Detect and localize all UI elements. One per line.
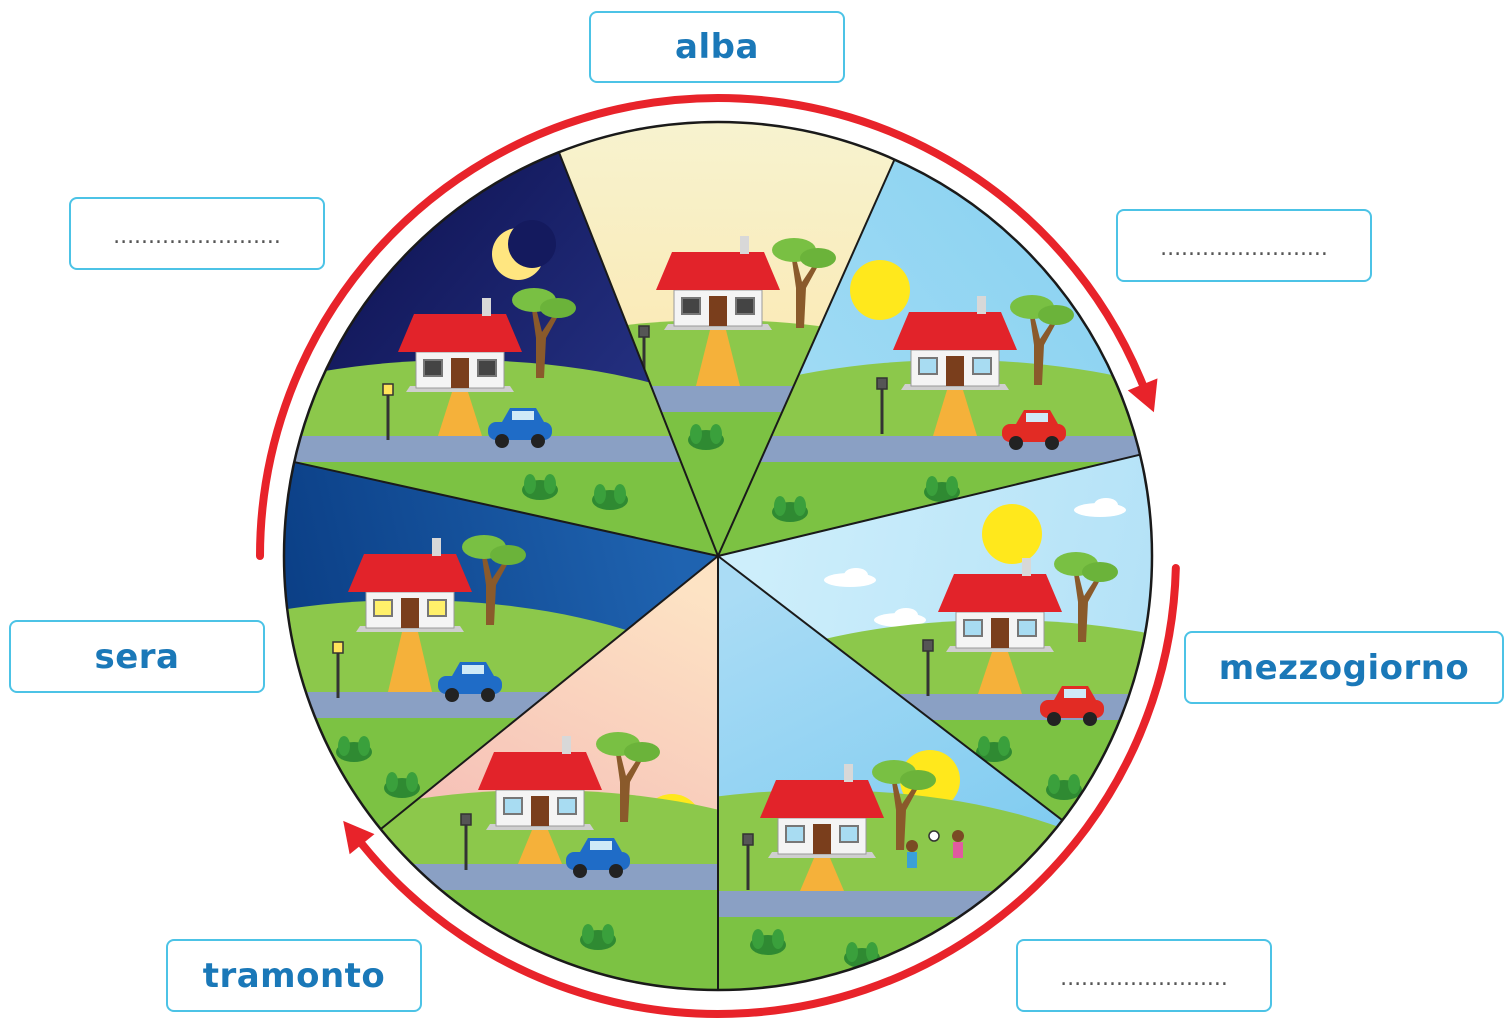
house-roof: [348, 554, 472, 592]
car-wheel: [531, 434, 545, 448]
bush-leaves: [978, 736, 990, 756]
bush-leaves: [544, 474, 556, 494]
house-chimney: [740, 236, 749, 254]
sun-icon: [982, 504, 1042, 564]
car-wheel: [573, 864, 587, 878]
house-chimney: [1022, 558, 1031, 576]
car-wheel: [495, 434, 509, 448]
bush-leaves: [614, 484, 626, 504]
bush-leaves: [774, 496, 786, 516]
bush-leaves: [926, 476, 938, 496]
house-door: [946, 356, 964, 386]
house-roof: [893, 312, 1017, 350]
house-window: [964, 620, 982, 636]
house-window: [424, 360, 442, 376]
bush-leaves: [710, 424, 722, 444]
tree-foliage: [1082, 562, 1118, 582]
tree-foliage: [540, 298, 576, 318]
lamp-head: [877, 378, 887, 389]
bush-leaves: [386, 772, 398, 792]
lamp-pole: [927, 650, 930, 696]
ball-icon: [929, 831, 939, 841]
house-roof: [760, 780, 884, 818]
sun-icon: [850, 260, 910, 320]
car-window: [462, 665, 484, 674]
bush-leaves: [998, 736, 1010, 756]
car-wheel: [1045, 436, 1059, 450]
bush-leaves: [338, 736, 350, 756]
house-window: [374, 600, 392, 616]
road: [0, 386, 1506, 412]
house-door: [531, 796, 549, 826]
house-window: [682, 298, 700, 314]
house-chimney: [432, 538, 441, 556]
bush-leaves: [582, 924, 594, 944]
cloud-puff: [844, 568, 868, 582]
lamp-head: [333, 642, 343, 653]
label-box-blank-upper-left[interactable]: ........................: [69, 197, 325, 270]
road: [0, 891, 1506, 917]
lamp-head: [461, 814, 471, 825]
car-wheel: [481, 688, 495, 702]
bush-leaves: [772, 929, 784, 949]
bush-leaves: [946, 476, 958, 496]
moon-shadow: [508, 220, 556, 268]
house-door: [451, 358, 469, 388]
bush-leaves: [602, 924, 614, 944]
label-box-alba: alba: [589, 11, 845, 83]
house-window: [428, 600, 446, 616]
child-head: [906, 840, 918, 852]
cloud-puff: [1094, 498, 1118, 512]
tree-foliage: [490, 545, 526, 565]
house-roof: [938, 574, 1062, 612]
bush-leaves: [524, 474, 536, 494]
house-window: [558, 798, 576, 814]
label-box-blank-lower-right[interactable]: ........................: [1016, 939, 1272, 1012]
tree-foliage: [800, 248, 836, 268]
lamp-head: [923, 640, 933, 651]
house-window: [840, 826, 858, 842]
house-door: [813, 824, 831, 854]
child-body: [907, 852, 917, 868]
child-head: [952, 830, 964, 842]
lamp-pole: [747, 844, 750, 890]
lamp-head: [743, 834, 753, 845]
car-wheel: [1047, 712, 1061, 726]
car-window: [1026, 413, 1048, 422]
label-box-tramonto: tramonto: [166, 939, 422, 1012]
bush-leaves: [794, 496, 806, 516]
house-chimney: [844, 764, 853, 782]
car-window: [590, 841, 612, 850]
car-wheel: [609, 864, 623, 878]
car-window: [512, 411, 534, 420]
tree-foliage: [624, 742, 660, 762]
house-window: [504, 798, 522, 814]
bush-leaves: [594, 484, 606, 504]
bush-leaves: [406, 772, 418, 792]
house-door: [401, 598, 419, 628]
bush-leaves: [1048, 774, 1060, 794]
lamp-pole: [387, 394, 390, 440]
car-wheel: [1083, 712, 1097, 726]
label-box-sera: sera: [9, 620, 265, 693]
lamp-pole: [465, 824, 468, 870]
bush-leaves: [690, 424, 702, 444]
lamp-pole: [337, 652, 340, 698]
house-window: [1018, 620, 1036, 636]
house-roof: [478, 752, 602, 790]
car-window: [1064, 689, 1086, 698]
bush-leaves: [752, 929, 764, 949]
house-window: [786, 826, 804, 842]
car-wheel: [1009, 436, 1023, 450]
bush-leaves: [1068, 774, 1080, 794]
house-window: [736, 298, 754, 314]
house-chimney: [562, 736, 571, 754]
child-body: [953, 842, 963, 858]
house-door: [709, 296, 727, 326]
house-window: [919, 358, 937, 374]
car-wheel: [445, 688, 459, 702]
bush-leaves: [358, 736, 370, 756]
bush-leaves: [846, 942, 858, 962]
house-roof: [656, 252, 780, 290]
house-window: [973, 358, 991, 374]
house-chimney: [977, 296, 986, 314]
lamp-head: [383, 384, 393, 395]
house-window: [478, 360, 496, 376]
lamp-head: [639, 326, 649, 337]
house-door: [991, 618, 1009, 648]
label-box-blank-upper-right[interactable]: ........................: [1116, 209, 1372, 282]
tree-foliage: [900, 770, 936, 790]
tree-foliage: [1038, 305, 1074, 325]
label-box-mezzogiorno: mezzogiorno: [1184, 631, 1504, 704]
lamp-pole: [881, 388, 884, 434]
house-chimney: [482, 298, 491, 316]
cloud-puff: [894, 608, 918, 622]
house-roof: [398, 314, 522, 352]
